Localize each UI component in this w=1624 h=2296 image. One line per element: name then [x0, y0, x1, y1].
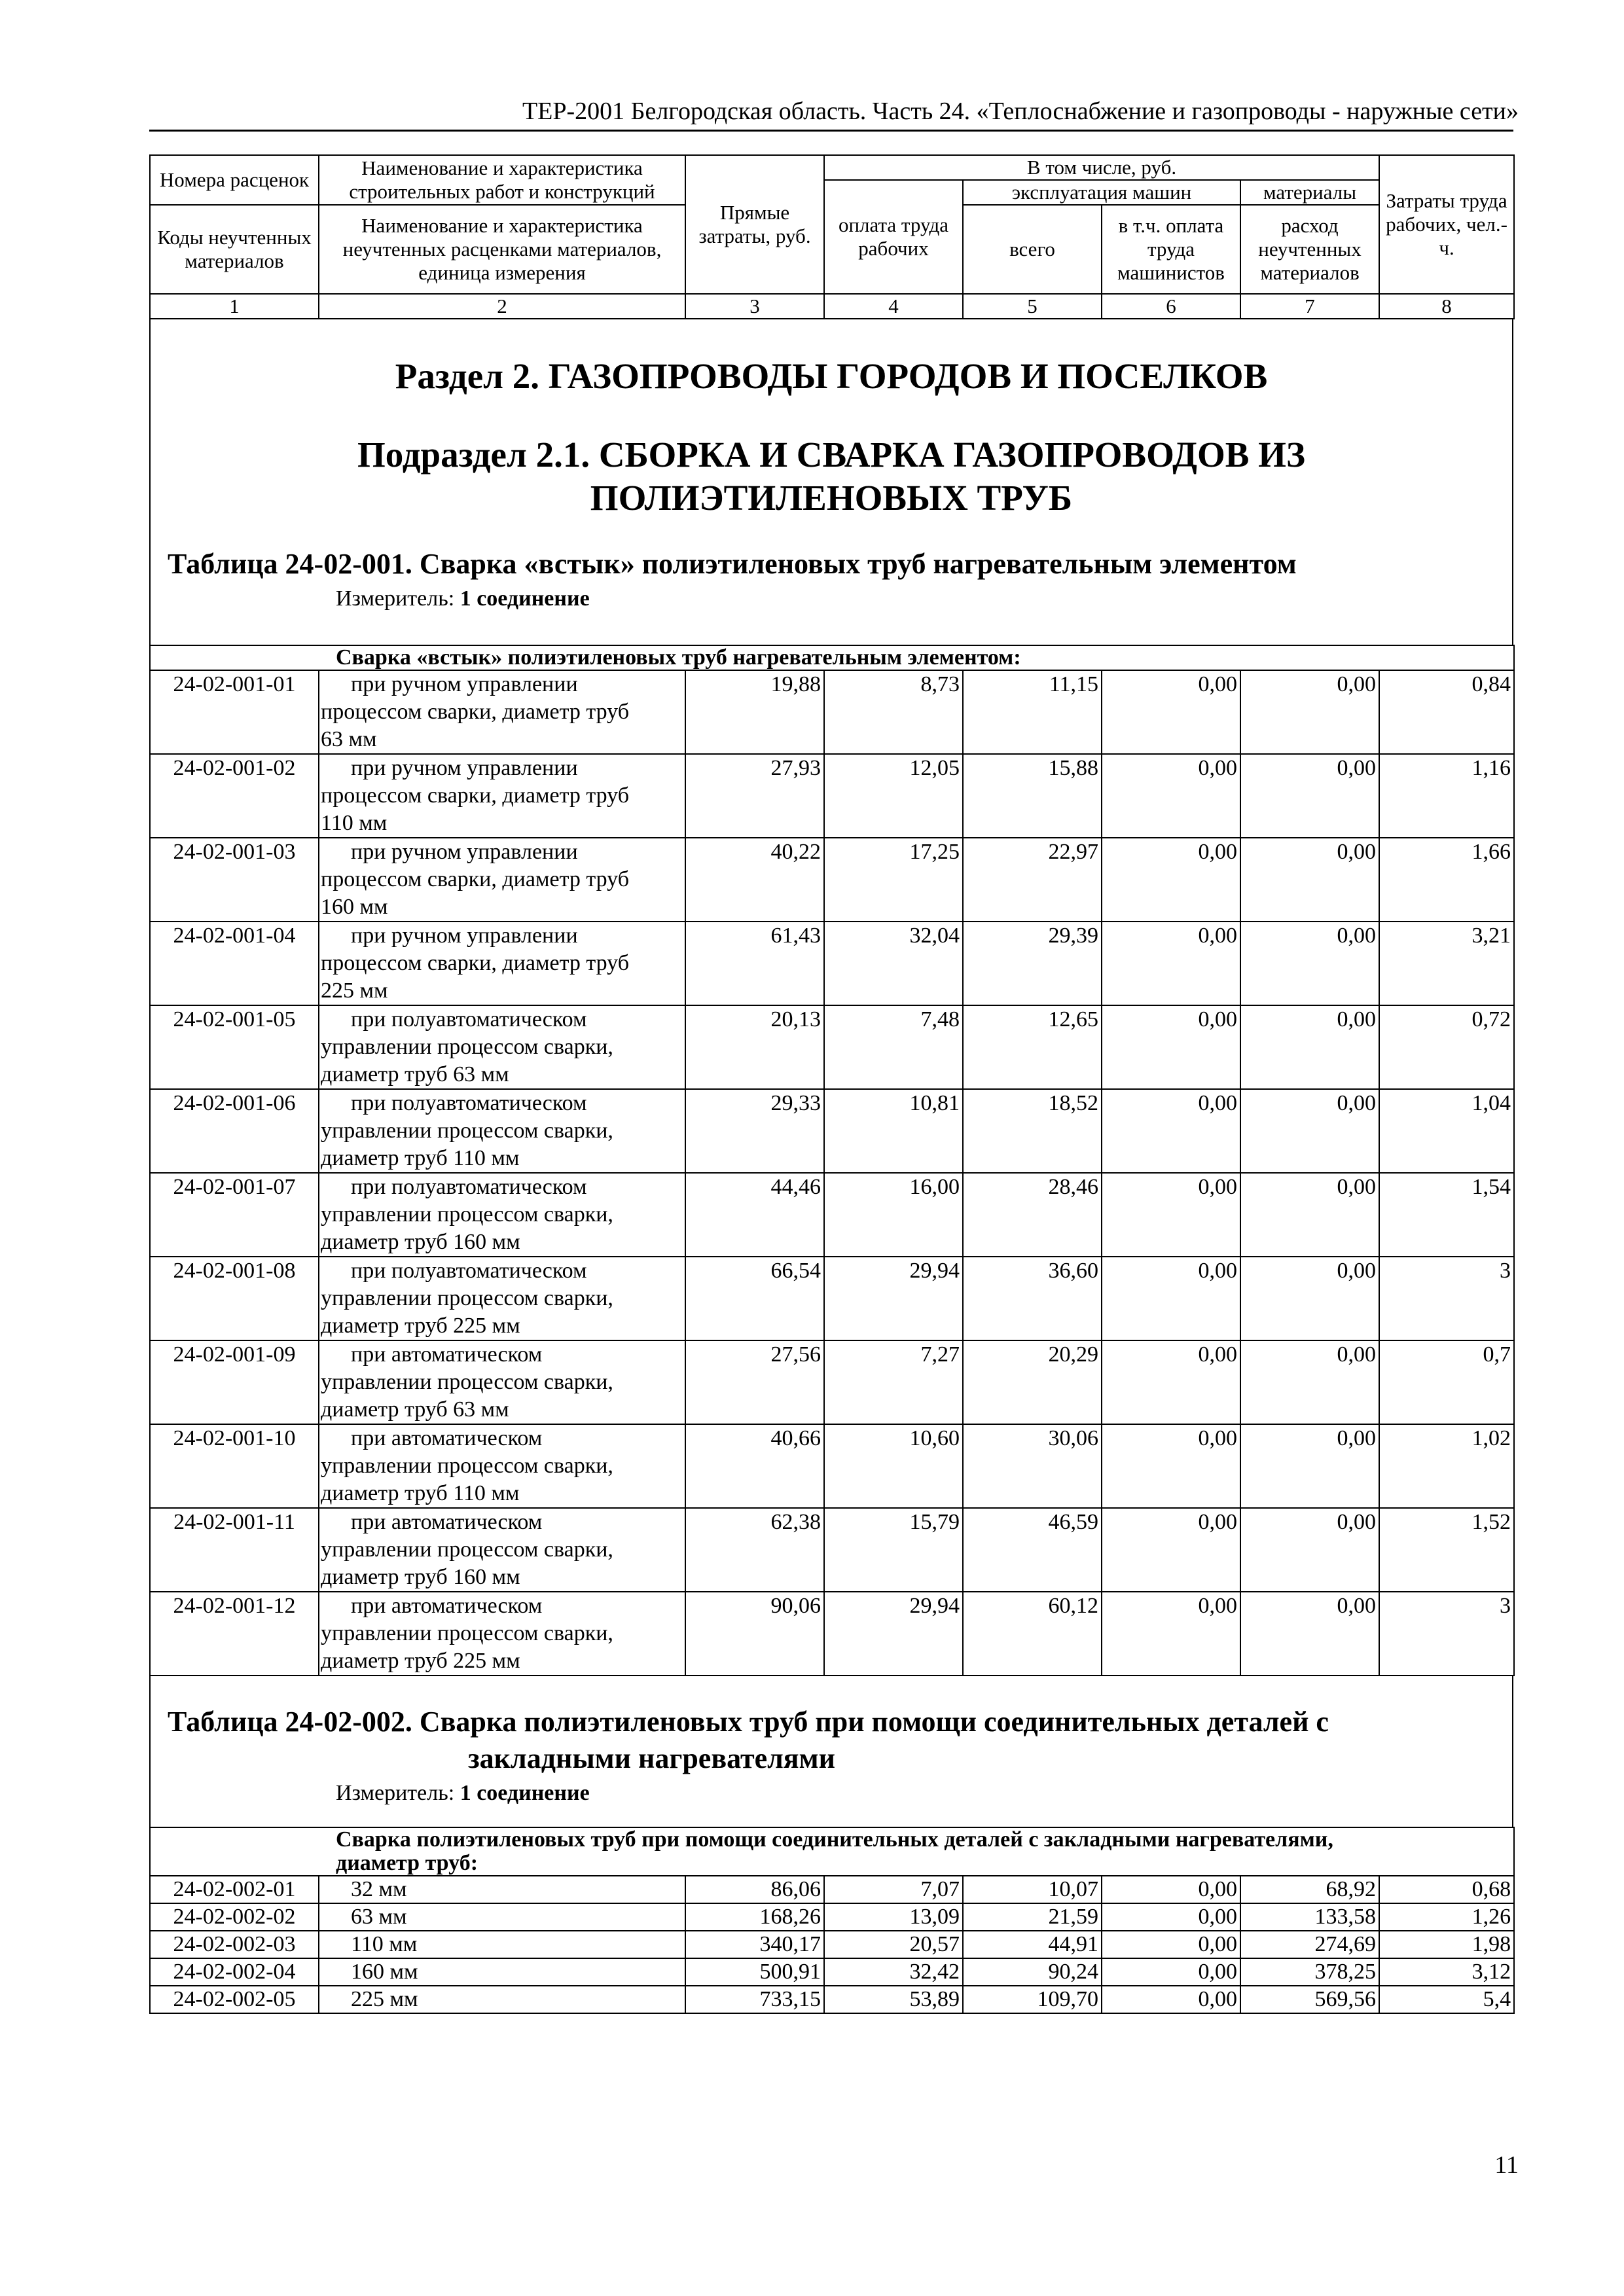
column-header-table — [149, 154, 1515, 319]
table-row — [150, 1257, 1514, 1340]
header-group-machines: эксплуатация машин — [963, 180, 1240, 205]
table-row — [150, 1424, 1514, 1508]
rate-code: 24-02-001-04 — [150, 922, 319, 1005]
value-c8: 0,72 — [1379, 1005, 1514, 1089]
rate-name-line: управлении процессом сварки, — [321, 1370, 613, 1394]
value-c7: 68,92 — [1240, 1876, 1379, 1903]
table-row — [150, 1005, 1514, 1089]
value-c6: 0,00 — [1102, 1903, 1240, 1931]
rate-name-line: управлении процессом сварки, — [321, 1621, 613, 1645]
value-c5: 36,60 — [963, 1257, 1102, 1340]
header-col8: Затраты труда рабочих, чел.-ч. — [1379, 155, 1514, 294]
rate-name-line — [321, 1174, 681, 1201]
value-c4: 53,89 — [824, 1986, 963, 2013]
rate-name-text: при автоматическом — [351, 1510, 543, 1534]
table-row — [150, 1903, 1514, 1931]
rate-name-line — [321, 1257, 681, 1285]
value-c3: 44,46 — [685, 1173, 824, 1257]
value-c5: 90,24 — [963, 1958, 1102, 1986]
value-c5: 28,46 — [963, 1173, 1102, 1257]
table1-meter-value: 1 соединение — [460, 586, 590, 611]
rate-name-text: при полуавтоматическом — [351, 1259, 587, 1283]
rate-code: 24-02-001-03 — [150, 838, 319, 922]
value-c5: 30,06 — [963, 1424, 1102, 1508]
table2-caption-line1: Таблица 24-02-002. Сварка полиэтиленовых труб при помощи соединительных деталей с — [168, 1706, 1329, 1738]
table2-meter-label: Измеритель: — [336, 1781, 455, 1805]
table-row — [150, 1876, 1514, 1903]
rate-name-line — [321, 671, 681, 698]
value-c3: 500,91 — [685, 1958, 824, 1986]
rate-code: 24-02-001-07 — [150, 1173, 319, 1257]
value-c3: 168,26 — [685, 1903, 824, 1931]
header-col4: оплата труда рабочих — [824, 180, 963, 294]
value-c3: 29,33 — [685, 1089, 824, 1173]
rate-name-line: 110 мм — [321, 811, 388, 835]
value-c7: 0,00 — [1240, 1005, 1379, 1089]
table-row — [150, 670, 1514, 754]
rate-name-line — [321, 838, 681, 866]
value-c8: 1,02 — [1379, 1424, 1514, 1508]
rate-name-line: процессом сварки, диаметр труб — [321, 951, 630, 975]
rate-name-line: управлении процессом сварки, — [321, 1286, 613, 1310]
value-c4: 12,05 — [824, 754, 963, 838]
value-c5: 29,39 — [963, 922, 1102, 1005]
rate-name: 63 мм — [319, 1903, 685, 1931]
value-c3: 86,06 — [685, 1876, 824, 1903]
table2-caption — [151, 1676, 1512, 1777]
value-c7: 0,00 — [1240, 1508, 1379, 1592]
rate-name — [319, 1424, 685, 1508]
value-c8: 1,52 — [1379, 1508, 1514, 1592]
rate-name: 225 мм — [319, 1986, 685, 2013]
value-c6: 0,00 — [1102, 838, 1240, 922]
rate-name — [319, 1005, 685, 1089]
rate-name-line — [321, 1341, 681, 1369]
value-c6: 0,00 — [1102, 1340, 1240, 1424]
header-number-3: 3 — [685, 294, 824, 319]
table1-group-title: Сварка «встык» полиэтиленовых труб нагревательным элементом: — [150, 645, 1514, 670]
rate-name-line — [321, 755, 681, 782]
value-c7: 0,00 — [1240, 1424, 1379, 1508]
value-c6: 0,00 — [1102, 1876, 1240, 1903]
page-number: 11 — [1494, 2151, 1519, 2179]
table-row — [150, 922, 1514, 1005]
rate-name-text: при ручном управлении — [351, 756, 578, 780]
value-c5: 20,29 — [963, 1340, 1102, 1424]
table2-group-title-line1: Сварка полиэтиленовых труб при помощи соединительных деталей с закладными нагревателями, — [336, 1827, 1333, 1852]
rate-name: 110 мм — [319, 1931, 685, 1958]
value-c7: 378,25 — [1240, 1958, 1379, 1986]
rate-name — [319, 1173, 685, 1257]
table-row — [150, 1089, 1514, 1173]
value-c8: 1,04 — [1379, 1089, 1514, 1173]
value-c3: 40,22 — [685, 838, 824, 922]
rate-code: 24-02-001-08 — [150, 1257, 319, 1340]
value-c7: 0,00 — [1240, 1089, 1379, 1173]
rate-name-line — [321, 1509, 681, 1536]
header-col5: всего — [963, 205, 1102, 294]
value-c5: 46,59 — [963, 1508, 1102, 1592]
value-c8: 0,84 — [1379, 670, 1514, 754]
value-c4: 32,04 — [824, 922, 963, 1005]
rate-name-line: 63 мм — [321, 727, 377, 751]
value-c7: 569,56 — [1240, 1986, 1379, 2013]
value-c3: 66,54 — [685, 1257, 824, 1340]
value-c8: 0,7 — [1379, 1340, 1514, 1424]
rate-name-line: 160 мм — [321, 895, 388, 919]
header-number-8: 8 — [1379, 294, 1514, 319]
value-c3: 340,17 — [685, 1931, 824, 1958]
value-c7: 0,00 — [1240, 1340, 1379, 1424]
value-c5: 21,59 — [963, 1903, 1102, 1931]
value-c4: 7,27 — [824, 1340, 963, 1424]
running-head: ТЕР-2001 Белгородская область. Часть 24. «Теплоснабжение и газопроводы - наружные сети» — [522, 98, 1519, 125]
value-c4: 17,25 — [824, 838, 963, 922]
table2 — [149, 1827, 1515, 2014]
rate-name-text: при ручном управлении — [351, 672, 578, 696]
rate-name-line: процессом сварки, диаметр труб — [321, 867, 630, 891]
value-c5: 12,65 — [963, 1005, 1102, 1089]
header-col6: в т.ч. оплата труда машинистов — [1102, 205, 1240, 294]
rate-code: 24-02-001-06 — [150, 1089, 319, 1173]
subsection-title — [151, 433, 1512, 520]
value-c6: 0,00 — [1102, 754, 1240, 838]
rate-name: 160 мм — [319, 1958, 685, 1986]
header-col1-bottom: Коды неучтенных материалов — [150, 205, 319, 294]
header-number-2: 2 — [319, 294, 685, 319]
value-c3: 40,66 — [685, 1424, 824, 1508]
value-c4: 8,73 — [824, 670, 963, 754]
rate-name — [319, 1592, 685, 1676]
table-row — [150, 754, 1514, 838]
rate-name — [319, 922, 685, 1005]
value-c8: 3 — [1379, 1592, 1514, 1676]
value-c8: 1,26 — [1379, 1903, 1514, 1931]
value-c4: 10,81 — [824, 1089, 963, 1173]
value-c4: 13,09 — [824, 1903, 963, 1931]
value-c6: 0,00 — [1102, 1257, 1240, 1340]
rate-name-line — [321, 922, 681, 950]
rate-name-text: при ручном управлении — [351, 924, 578, 948]
value-c6: 0,00 — [1102, 1089, 1240, 1173]
header-col1-top: Номера расценок — [150, 155, 319, 205]
rate-name-line — [321, 1090, 681, 1117]
value-c5: 11,15 — [963, 670, 1102, 754]
rate-name-line: процессом сварки, диаметр труб — [321, 783, 630, 808]
rate-name-text: при автоматическом — [351, 1426, 543, 1450]
value-c4: 15,79 — [824, 1508, 963, 1592]
rate-name-line: диаметр труб 160 мм — [321, 1565, 520, 1589]
value-c5: 44,91 — [963, 1931, 1102, 1958]
header-number-1: 1 — [150, 294, 319, 319]
value-c4: 29,94 — [824, 1592, 963, 1676]
rate-code: 24-02-001-11 — [150, 1508, 319, 1592]
rate-code: 24-02-002-04 — [150, 1958, 319, 1986]
value-c8: 3,12 — [1379, 1958, 1514, 1986]
table1-caption: Таблица 24-02-001. Сварка «встык» полиэтиленовых труб нагревательным элементом — [168, 548, 1297, 580]
table-row — [150, 838, 1514, 922]
value-c6: 0,00 — [1102, 1931, 1240, 1958]
value-c6: 0,00 — [1102, 1005, 1240, 1089]
value-c4: 16,00 — [824, 1173, 963, 1257]
header-col3: Прямые затраты, руб. — [685, 155, 824, 294]
value-c6: 0,00 — [1102, 1986, 1240, 2013]
value-c4: 29,94 — [824, 1257, 963, 1340]
rate-name-line: управлении процессом сварки, — [321, 1202, 613, 1227]
subsection-title-line2: ПОЛИЭТИЛЕНОВЫХ ТРУБ — [590, 478, 1073, 518]
value-c8: 0,68 — [1379, 1876, 1514, 1903]
rate-code: 24-02-001-12 — [150, 1592, 319, 1676]
rate-name-line: управлении процессом сварки, — [321, 1035, 613, 1059]
table1 — [149, 645, 1515, 1676]
table2-meter — [336, 1780, 1512, 1807]
table1-meter — [336, 585, 1512, 613]
value-c8: 1,54 — [1379, 1173, 1514, 1257]
header-group-materials: материалы — [1240, 180, 1379, 205]
rate-name-text: при полуавтоматическом — [351, 1091, 587, 1115]
rate-name-line: 225 мм — [321, 978, 388, 1003]
rate-name-line: управлении процессом сварки, — [321, 1454, 613, 1478]
rate-code: 24-02-002-05 — [150, 1986, 319, 2013]
value-c7: 133,58 — [1240, 1903, 1379, 1931]
rate-name-text: при полуавтоматическом — [351, 1175, 587, 1199]
value-c5: 15,88 — [963, 754, 1102, 838]
value-c7: 0,00 — [1240, 1592, 1379, 1676]
header-number-4: 4 — [824, 294, 963, 319]
rate-code: 24-02-002-01 — [150, 1876, 319, 1903]
subsection-title-line1: Подраздел 2.1. СБОРКА И СВАРКА ГАЗОПРОВОДОВ ИЗ — [357, 435, 1305, 475]
value-c7: 0,00 — [1240, 1173, 1379, 1257]
header-rule — [149, 130, 1513, 132]
rate-name-text: при ручном управлении — [351, 840, 578, 864]
value-c4: 32,42 — [824, 1958, 963, 1986]
header-col7: расход неучтенных материалов — [1240, 205, 1379, 294]
table2-caption-block — [149, 1676, 1513, 1827]
table-row — [150, 1592, 1514, 1676]
value-c6: 0,00 — [1102, 670, 1240, 754]
rate-name — [319, 838, 685, 922]
header-number-6: 6 — [1102, 294, 1240, 319]
value-c7: 0,00 — [1240, 838, 1379, 922]
value-c3: 27,93 — [685, 754, 824, 838]
rate-name-line: диаметр труб 110 мм — [321, 1481, 520, 1505]
rate-code: 24-02-002-02 — [150, 1903, 319, 1931]
rate-code: 24-02-001-01 — [150, 670, 319, 754]
rate-name-line: диаметр труб 63 мм — [321, 1062, 509, 1086]
table-row — [150, 1958, 1514, 1986]
value-c7: 0,00 — [1240, 670, 1379, 754]
value-c3: 19,88 — [685, 670, 824, 754]
rate-name-line: диаметр труб 160 мм — [321, 1230, 520, 1254]
header-number-7: 7 — [1240, 294, 1379, 319]
value-c4: 20,57 — [824, 1931, 963, 1958]
rate-name — [319, 1257, 685, 1340]
table-row — [150, 1340, 1514, 1424]
table1-meter-label: Измеритель: — [336, 586, 455, 611]
value-c6: 0,00 — [1102, 1508, 1240, 1592]
section-title: Раздел 2. ГАЗОПРОВОДЫ ГОРОДОВ И ПОСЕЛКОВ — [395, 356, 1268, 396]
value-c8: 1,66 — [1379, 838, 1514, 922]
rate-name — [319, 754, 685, 838]
value-c6: 0,00 — [1102, 1958, 1240, 1986]
value-c8: 1,98 — [1379, 1931, 1514, 1958]
rate-name-line: управлении процессом сварки, — [321, 1537, 613, 1562]
table-row — [150, 1931, 1514, 1958]
value-c7: 274,69 — [1240, 1931, 1379, 1958]
value-c6: 0,00 — [1102, 1424, 1240, 1508]
rate-code: 24-02-001-09 — [150, 1340, 319, 1424]
value-c3: 90,06 — [685, 1592, 824, 1676]
rate-name-line: диаметр труб 225 мм — [321, 1649, 520, 1673]
value-c7: 0,00 — [1240, 922, 1379, 1005]
rate-name-line: процессом сварки, диаметр труб — [321, 700, 630, 724]
value-c7: 0,00 — [1240, 1257, 1379, 1340]
value-c3: 62,38 — [685, 1508, 824, 1592]
value-c3: 733,15 — [685, 1986, 824, 2013]
rate-name — [319, 670, 685, 754]
rate-code: 24-02-002-03 — [150, 1931, 319, 1958]
value-c8: 3,21 — [1379, 922, 1514, 1005]
value-c3: 27,56 — [685, 1340, 824, 1424]
value-c4: 7,48 — [824, 1005, 963, 1089]
value-c6: 0,00 — [1102, 922, 1240, 1005]
rate-name-text: при автоматическом — [351, 1342, 543, 1367]
table2-meter-value: 1 соединение — [460, 1781, 590, 1805]
value-c8: 5,4 — [1379, 1986, 1514, 2013]
rate-name-line: диаметр труб 225 мм — [321, 1314, 520, 1338]
rate-name: 32 мм — [319, 1876, 685, 1903]
value-c6: 0,00 — [1102, 1592, 1240, 1676]
rate-name-line: диаметр труб 110 мм — [321, 1146, 520, 1170]
table2-caption-line2: закладными нагревателями — [468, 1742, 835, 1774]
rate-name-text: при автоматическом — [351, 1594, 543, 1618]
value-c3: 20,13 — [685, 1005, 824, 1089]
rate-name-line — [321, 1425, 681, 1452]
table-row — [150, 1508, 1514, 1592]
value-c8: 1,16 — [1379, 754, 1514, 838]
value-c5: 109,70 — [963, 1986, 1102, 2013]
table-row — [150, 1986, 1514, 2013]
rate-name-line — [321, 1592, 681, 1620]
table-row — [150, 1173, 1514, 1257]
value-c8: 3 — [1379, 1257, 1514, 1340]
value-c4: 10,60 — [824, 1424, 963, 1508]
value-c3: 61,43 — [685, 922, 824, 1005]
rate-name — [319, 1508, 685, 1592]
header-number-5: 5 — [963, 294, 1102, 319]
rate-code: 24-02-001-10 — [150, 1424, 319, 1508]
value-c5: 18,52 — [963, 1089, 1102, 1173]
value-c7: 0,00 — [1240, 754, 1379, 838]
rate-name-line: диаметр труб 63 мм — [321, 1397, 509, 1422]
titles-block — [149, 319, 1513, 645]
value-c5: 22,97 — [963, 838, 1102, 922]
header-group-in-total: В том числе, руб. — [824, 155, 1379, 180]
header-col2-bottom: Наименование и характеристика неучтенных расценками материалов, единица измерения — [319, 205, 685, 294]
table2-group-title-line2: диаметр труб: — [336, 1851, 478, 1875]
rate-name-text: при полуавтоматическом — [351, 1007, 587, 1031]
value-c5: 60,12 — [963, 1592, 1102, 1676]
rate-name-line — [321, 1006, 681, 1033]
rate-code: 24-02-001-02 — [150, 754, 319, 838]
document-body — [149, 154, 1513, 2014]
header-col2-top: Наименование и характеристика строительных работ и конструкций — [319, 155, 685, 205]
rate-name — [319, 1340, 685, 1424]
table2-group-title — [150, 1827, 1514, 1876]
value-c5: 10,07 — [963, 1876, 1102, 1903]
rate-code: 24-02-001-05 — [150, 1005, 319, 1089]
rate-name-line: управлении процессом сварки, — [321, 1119, 613, 1143]
value-c6: 0,00 — [1102, 1173, 1240, 1257]
value-c4: 7,07 — [824, 1876, 963, 1903]
rate-name — [319, 1089, 685, 1173]
